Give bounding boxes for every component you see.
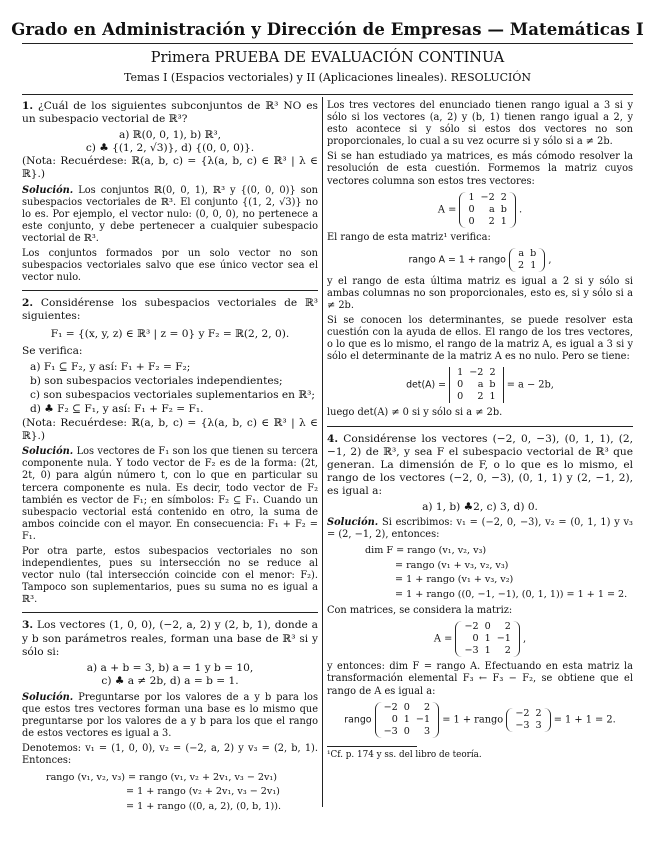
determinant-entry: 2 bbox=[489, 367, 496, 379]
q3-determinant: det(A) = 1 −2 2 0 a b 0 2 1 = a − 2b, bbox=[406, 367, 554, 403]
q3-cont-p2: Si se han estudiado ya matrices, es más cómodo resolver la resolución de esta cuestión. Formemos la matriz cuyos vectores columna son estos tres vectores: bbox=[327, 151, 633, 187]
q2-definition: F₁ = {(x, y, z) ∈ ℝ³ | z = 0} y F₂ = ℝ(2, 2, 0). bbox=[50, 327, 290, 340]
matrix-2x2-reduced-entry: −3 bbox=[515, 719, 530, 731]
determinant-entry: 1 bbox=[489, 391, 496, 403]
document-title: Grado en Administración y Dirección de Empresas — Matemáticas I bbox=[11, 20, 644, 39]
q2-verifica: Se verifica: bbox=[22, 344, 83, 357]
matrix-reduced-row bbox=[381, 714, 433, 726]
matrix-a-row bbox=[465, 192, 509, 204]
matrix-3x3-reduced bbox=[375, 702, 439, 738]
matrix-2x2-reduced bbox=[506, 708, 550, 732]
matrix-reduced-entry: −2 bbox=[383, 701, 398, 713]
q3-equations bbox=[46, 771, 318, 815]
exam-topics: Temas I (Espacios vectoriales) y II (Aplicaciones lineales). RESOLUCIÓN bbox=[123, 71, 532, 84]
matrix-a-entry: −2 bbox=[480, 191, 495, 203]
q4-eq-4: = 1 + rango ((0, −1, −1), (0, 1, 1)) = 1 + 1 = 2. bbox=[395, 588, 628, 600]
q1-solution: Solución. Los conjuntos ℝ(0, 0, 1), ℝ³ y {(0, 0, 0)} son subespacios vectoriales de ℝ³. El conjunto {(1, 2, √3)} no lo es. Por ejemplo, el vector nulo: (0, 0, 0), no pertenece a este conjunto, y debe pertenecer a cualquier subespacio vectorial de ℝ³. bbox=[22, 184, 318, 244]
q3-cont-p6: luego det(A) ≠ 0 si y sólo si a ≠ 2b. bbox=[327, 407, 503, 419]
determinant-entry: 2 bbox=[477, 391, 484, 403]
q4-p2: Con matrices, se considera la matriz: bbox=[327, 605, 513, 617]
matrix-reduced-row bbox=[381, 702, 433, 714]
q3-separator bbox=[327, 426, 633, 427]
matrix-a-q4-entry: 0 bbox=[472, 633, 479, 645]
q2-solution: Solución. Los vectores de F₁ son los que tienen su tercera componente nula. Y todo vector de F₂ es de la forma: (2t, 2t, 0) para algún número t, con lo que en particular su tercera componente es nula. Es decir, todo vector de F₂ también es vector de F₁; en símbolos: F₂ ⊆ F₁. Cuando un subespacio vectorial está contenido en otro, la suma de ambos coincide con el mayor. En consecuencia: F₁ + F₂ = F₁. bbox=[22, 446, 318, 542]
matrix-a-row bbox=[465, 204, 509, 216]
footnote: ¹Cf. p. 174 y ss. del libro de teoría. bbox=[327, 749, 482, 760]
q3-denotemos: Denotemos: v₁ = (1, 0, 0), v₂ = (−2, a, 2) y v₃ = (2, b, 1). Entonces: bbox=[22, 743, 318, 767]
determinant-entry: −2 bbox=[469, 367, 484, 379]
q4-eq-1: dim F = rango (v₁, v₂, v₃) bbox=[365, 545, 487, 557]
determinant-entry: b bbox=[489, 379, 496, 391]
q3-cont-p3: El rango de esta matriz¹ verifica: bbox=[327, 231, 491, 243]
determinant-entry: 0 bbox=[457, 379, 464, 391]
q2-note: (Nota: Recuérdese: ℝ(a, b, c) = {λ(a, b, c) ∈ ℝ³ | λ ∈ ℝ}.) bbox=[22, 417, 318, 443]
matrix-a-q4-entry: −2 bbox=[464, 621, 479, 633]
exam-subtitle: Primera PRUEBA DE EVALUACIÓN CONTINUA bbox=[150, 50, 505, 66]
matrix-reduced-entry: 1 bbox=[403, 713, 410, 725]
q1-separator bbox=[22, 290, 318, 291]
matrix-a bbox=[459, 192, 515, 228]
matrix-a-q4 bbox=[455, 621, 519, 657]
matrix-a-q4-entry: 2 bbox=[504, 621, 511, 633]
q2-separator bbox=[22, 612, 318, 613]
q3-eq-3: = 1 + rango ((0, a, 2), (0, b, 1)). bbox=[126, 800, 282, 812]
matrix-reduced-row bbox=[381, 726, 433, 738]
matrix-reduced-entry: 0 bbox=[403, 701, 410, 713]
matrix-2x2-reduced-entry: 2 bbox=[535, 707, 542, 719]
q4-equations bbox=[365, 544, 633, 602]
determinant-entry: a bbox=[477, 379, 484, 391]
column-divider bbox=[322, 97, 323, 807]
q4-eq-3: = 1 + rango (v₁ + v₃, v₂) bbox=[395, 574, 514, 586]
matrix-2x2-entry: a bbox=[518, 247, 525, 259]
matrix-reduced-entry: −3 bbox=[383, 725, 398, 737]
q4-solution: Solución. Si escribimos: v₁ = (−2, 0, −3), v₂ = (0, 1, 1) y v₃ = (2, −1, 2), entonces: bbox=[327, 517, 633, 541]
matrix-a-q4-entry: 1 bbox=[484, 645, 491, 657]
matrix-2x2-entry: 1 bbox=[530, 259, 537, 271]
matrix-reduced-entry: 2 bbox=[423, 701, 431, 713]
matrix-a-q4-entry: 0 bbox=[484, 621, 491, 633]
q1-solution-2: Los conjuntos formados por un solo vector no son subespacios vectoriales salvo que ese único vector sea el vector nulo. bbox=[22, 248, 318, 284]
q3-eq-2: = 1 + rango (v₂ + 2v₁, v₃ − 2v₁) bbox=[126, 786, 280, 797]
q4-matrix-a: A = −2 0 2 0 1 −1 −3 1 2 , bbox=[433, 621, 527, 657]
matrix-2x2-reduced-entry: 3 bbox=[535, 719, 542, 731]
q2-option-a: a) F₁ ⊆ F₂, y así: F₁ + F₂ = F₂; bbox=[30, 360, 191, 373]
matrix-reduced-entry: 0 bbox=[391, 713, 398, 725]
matrix-a-q4-row bbox=[461, 621, 513, 633]
q2-option-b: b) son subespacios vectoriales independientes; bbox=[30, 374, 283, 387]
matrix-a-q4-row bbox=[461, 633, 513, 645]
q3-rango-eq: rango A = 1 + rango a b 2 1 , bbox=[408, 247, 552, 271]
matrix-2x2-reduced-row bbox=[512, 720, 544, 732]
matrix-2x2-row bbox=[515, 248, 539, 260]
matrix-a-entry: 2 bbox=[488, 215, 495, 227]
matrix-reduced-entry: 3 bbox=[423, 725, 431, 737]
footnote-rule bbox=[327, 746, 417, 747]
matrix-a-entry: 1 bbox=[500, 215, 507, 227]
matrix-2x2-entry: b bbox=[530, 247, 537, 259]
matrix-a-q4-entry: 2 bbox=[504, 645, 511, 657]
q3-statement: 3. Los vectores (1, 0, 0), (−2, a, 2) y (2, b, 1), donde a y b son parámetros reales, forman una base de ℝ³ si y sólo si: bbox=[22, 619, 318, 658]
matrix-a-entry: 0 bbox=[468, 203, 475, 215]
q3-options-2: c) ♣ a ≠ 2b, d) a = b = 1. bbox=[101, 674, 239, 687]
determinant-entry: 1 bbox=[457, 367, 464, 379]
q2-statement: 2. Considérense los subespacios vectoriales de ℝ³ siguientes: bbox=[22, 297, 318, 323]
left-column bbox=[22, 100, 318, 817]
determinant-a bbox=[449, 367, 503, 403]
q1-statement: 1. ¿Cuál de los siguientes subconjuntos de ℝ³ NO es un subespacio vectorial de ℝ³? bbox=[22, 100, 318, 126]
q2-option-c: c) son subespacios vectoriales suplementarios en ℝ³; bbox=[30, 388, 315, 401]
matrix-a-entry: b bbox=[500, 203, 507, 215]
matrix-a-entry: 0 bbox=[468, 215, 475, 227]
q4-p3: y entonces: dim F = rango A. Efectuando en esta matriz la transformación elemental F₃ ← F₃ − F₂, se obtiene que el rango de A es igual a: bbox=[327, 661, 633, 697]
q4-rango-eq: rango −2 0 2 0 1 −1 −3 0 3 = 1 + rango −2 2 −3 3 = 1 + 1 = 2. bbox=[344, 701, 616, 737]
matrix-a-q4-entry: −3 bbox=[464, 645, 479, 657]
matrix-2x2-entry: 2 bbox=[518, 259, 525, 271]
matrix-2x2-row bbox=[515, 260, 539, 272]
q3-cont-p5: Si se conocen los determinantes, se puede resolver esta cuestión con la ayuda de ellos. El rango de los tres vectores, o lo que es lo mismo, el rango de la matriz A, es igual a 3 si y sólo el determinante de la matriz A es no nulo. Pero se tiene: bbox=[327, 315, 633, 363]
determinant-entry: 0 bbox=[457, 391, 464, 403]
q4-options: a) 1, b) ♣2, c) 3, d) 0. bbox=[422, 500, 538, 513]
determinant-row bbox=[454, 379, 498, 391]
matrix-2x2-reduced-row bbox=[512, 708, 544, 720]
matrix-reduced-entry: 0 bbox=[403, 725, 410, 737]
q3-cont-p1: Los tres vectores del enunciado tienen rango igual a 3 si y sólo si los vectores (a, 2) y (b, 1) tienen rango igual a 2, y esto acontece si y sólo si estos dos vectores no son proporcionales, lo cual a su vez ocurre si y sólo si a ≠ 2b. bbox=[327, 100, 633, 148]
determinant-row bbox=[454, 391, 498, 403]
matrix-a-q4-entry: −1 bbox=[496, 633, 511, 645]
q2-option-d: d) ♣ F₂ ⊆ F₁, y así: F₁ + F₂ = F₁. bbox=[30, 402, 204, 415]
q4-statement: 4. Considérense los vectores (−2, 0, −3), (0, 1, 1), (2, −1, 2) de ℝ³, y sea F el subespacio vectorial de ℝ³ que generan. La dimensión de F, o lo que es lo mismo, el rango de los vectores (−2, 0, −3), (0, 1, 1) y (2, −1, 2), es igual a: bbox=[327, 432, 633, 497]
matrix-a-entry: 2 bbox=[500, 191, 507, 203]
q4-eq-2: = rango (v₁ + v₃, v₂, v₃) bbox=[395, 559, 509, 571]
q3-eq-1: rango (v₁, v₂, v₃) = rango (v₁, v₂ + 2v₁, v₃ − 2v₁) bbox=[46, 771, 278, 783]
determinant-row bbox=[454, 367, 498, 379]
matrix-a-entry: a bbox=[488, 203, 495, 215]
q1-options-1: a) ℝ(0, 0, 1), b) ℝ³, bbox=[118, 129, 221, 142]
header-rule bbox=[22, 94, 633, 95]
q3-matrix-a: A = 1 −2 2 0 a b 0 2 1 . bbox=[437, 191, 523, 227]
matrix-a-row bbox=[465, 216, 509, 228]
q1-note: (Nota: Recuérdese: ℝ(a, b, c) = {λ(a, b, c) ∈ ℝ³ | λ ∈ ℝ}.) bbox=[22, 155, 318, 181]
q3-solution: Solución. Preguntarse por los valores de a y b para los que estos tres vectores forman una base es lo mismo que preguntarse por los valores de a y b para los que el rango de estos vectores es igual a 3. bbox=[22, 691, 318, 740]
matrix-reduced-entry: −1 bbox=[415, 713, 431, 725]
matrix-a-q4-row bbox=[461, 645, 513, 657]
matrix-2x2 bbox=[509, 248, 545, 272]
matrix-2x2-reduced-entry: −2 bbox=[515, 707, 530, 719]
q3-cont-p4: y el rango de esta última matriz es igual a 2 si y sólo si ambas columnas no son proporcionales, esto es, si y sólo si a ≠ 2b. bbox=[327, 275, 633, 311]
matrix-a-entry: 1 bbox=[468, 191, 475, 203]
right-column bbox=[327, 100, 633, 761]
q2-solution-2: Por otra parte, estos subespacios vectoriales no son independientes, pues su intersección no se reduce al vector nulo (tal intersección coincide con el menor: F₂). Tampoco son suplementarios, pues su suma no es igual a ℝ³. bbox=[22, 546, 318, 606]
title-rule bbox=[22, 43, 633, 44]
matrix-a-q4-entry: 1 bbox=[484, 633, 491, 645]
q1-options-2: c) ♣ {(1, 2, √3)}, d) {(0, 0, 0)}. bbox=[85, 142, 255, 155]
q3-options-1: a) a + b = 3, b) a = 1 y b = 10, bbox=[86, 661, 254, 674]
